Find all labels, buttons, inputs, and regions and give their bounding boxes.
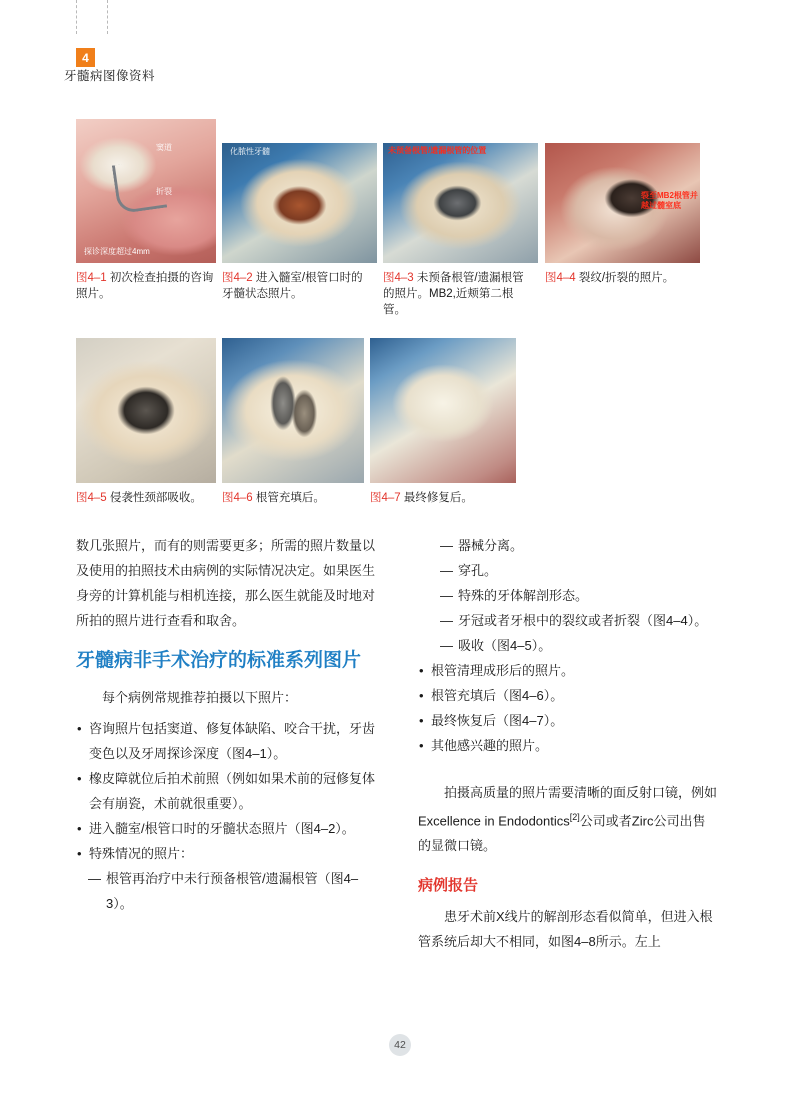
list-item — [418, 708, 718, 733]
figure-label-4-4: 图4–4 — [545, 272, 576, 284]
list-item — [76, 716, 383, 766]
page-number: 42 — [389, 1034, 411, 1056]
figure-caption-4-2 — [222, 270, 374, 302]
figure-caption-4-7 — [370, 490, 530, 506]
list-item — [418, 683, 718, 708]
footnote-marker: [2] — [569, 812, 580, 822]
page-title: 牙髓病图像资料 — [64, 69, 156, 83]
list-item — [76, 816, 383, 841]
figure-caption-text-4-3: 未预备根管/遗漏根管的照片。MB2,近颊第二根管。 — [383, 272, 524, 316]
dash-text: 特殊的牙体解剖形态。 — [458, 588, 589, 603]
right-paragraph-1-cont: 公司或者Zirc公司出售的显微口镜。 — [418, 813, 706, 854]
figure-caption-text-4-2: 进入髓室/根管口时的牙髓状态照片。 — [222, 272, 363, 300]
bullet-text: 根管清理成形后的照片。 — [431, 663, 575, 678]
section-heading-standard-series: 牙髓病非手术治疗的标准系列图片 — [76, 650, 362, 671]
bullet-text: 特殊情况的照片： — [89, 846, 194, 861]
figure-label-4-7: 图4–7 — [370, 492, 401, 504]
figure-4-4-annotation-1: 裂至MB2根管并越过髓室底 — [641, 191, 698, 210]
figure-caption-text-4-7: 最终修复后。 — [403, 492, 473, 504]
figure-label-4-6: 图4–6 — [222, 492, 253, 504]
right-paragraph-1 — [418, 780, 718, 858]
figure-image-4-2 — [222, 143, 377, 263]
right-dash-list — [418, 533, 718, 658]
figure-4-2-annotation-1: 化脓性牙髓 — [230, 147, 270, 156]
figure-caption-4-6 — [222, 490, 372, 506]
list-item — [90, 866, 383, 916]
figure-image-4-6 — [222, 338, 364, 483]
figure-image-4-7 — [370, 338, 516, 483]
list-item — [442, 533, 718, 558]
lead-paragraph: 每个病例常规推荐拍摄以下照片： — [102, 690, 298, 705]
left-column — [76, 533, 383, 916]
bullet-text: 进入髓室/根管口时的牙髓状态照片（图4–2）。 — [89, 821, 355, 836]
figure-caption-text-4-4: 裂纹/折裂的照片。 — [578, 272, 675, 284]
bullet-text: 橡皮障就位后拍术前照（例如如果术前的冠修复体会有崩瓷，术前就很重要）。 — [89, 771, 376, 811]
figure-caption-text-4-6: 根管充填后。 — [255, 492, 325, 504]
figure-label-4-3: 图4–3 — [383, 272, 414, 284]
list-item — [442, 558, 718, 583]
figure-caption-text-4-1: 初次检查拍摄的咨询照片。 — [76, 272, 214, 300]
right-bullet-list — [418, 658, 718, 758]
list-item — [76, 766, 383, 816]
figure-label-4-2: 图4–2 — [222, 272, 253, 284]
figure-caption-text-4-5: 侵袭性颈部吸收。 — [109, 492, 202, 504]
dash-text: 牙冠或者牙根中的裂纹或者折裂（图4–4）。 — [458, 613, 708, 628]
dash-text: 器械分离。 — [458, 538, 524, 553]
bullet-text: 咨询照片包括窦道、修复体缺陷、咬合干扰，牙齿变色以及牙周探诊深度（图4–1）。 — [89, 721, 376, 761]
figure-label-4-5: 图4–5 — [76, 492, 107, 504]
figure-caption-4-1 — [76, 270, 216, 302]
left-dash-list — [76, 866, 383, 916]
intro-paragraph: 数几张照片，而有的则需要更多；所需的照片数量以及使用的拍照技术由病例的实际情况决定。如果医生身旁的计算机能与相机连接，那么医生就能及时地对所拍的照片进行查看和取舍。 — [76, 538, 376, 628]
figure-caption-4-5 — [76, 490, 226, 506]
right-paragraph-2: 患牙术前X线片的解剖形态看似简单，但进入根管系统后却大不相同，如图4–8所示。左上 — [418, 909, 713, 950]
figure-image-4-5 — [76, 338, 216, 483]
list-item — [418, 733, 718, 758]
list-item — [442, 608, 718, 633]
figure-4-1-annotation-2: 折裂 — [156, 187, 172, 196]
dash-text: 根管再治疗中未行预备根管/遗漏根管（图4–3）。 — [106, 871, 359, 911]
dash-text: 穿孔。 — [458, 563, 498, 578]
dash-text: 吸收（图4–5）。 — [458, 638, 552, 653]
figure-4-3-annotation-1: 未预备根管/遗漏根管的位置 — [388, 146, 487, 155]
figure-4-1-annotation-3: 探诊深度超过4mm — [84, 247, 150, 256]
section-heading-case-report: 病例报告 — [418, 877, 479, 895]
figure-caption-4-3 — [383, 270, 535, 318]
figure-image-4-3 — [383, 143, 538, 263]
figure-image-4-4 — [545, 143, 700, 263]
figure-image-4-1 — [76, 119, 216, 263]
chapter-badge: 4 — [76, 48, 95, 67]
bullet-text: 根管充填后（图4–6）。 — [431, 688, 564, 703]
header-rule — [76, 0, 108, 34]
figure-caption-4-4 — [545, 270, 701, 286]
list-item — [418, 658, 718, 683]
figure-4-1-annotation-1: 窦道 — [156, 143, 172, 152]
bullet-text: 最终恢复后（图4–7）。 — [431, 713, 564, 728]
list-item — [442, 633, 718, 658]
list-item — [76, 841, 383, 866]
left-bullet-list — [76, 716, 383, 866]
right-paragraph-1-text: 拍摄高质量的照片需要清晰的面反射口镜，例如Excellence in Endodontics — [418, 785, 718, 829]
list-item — [442, 583, 718, 608]
bullet-text: 其他感兴趣的照片。 — [431, 738, 549, 753]
figure-label-4-1: 图4–1 — [76, 272, 107, 284]
right-column — [418, 533, 718, 954]
